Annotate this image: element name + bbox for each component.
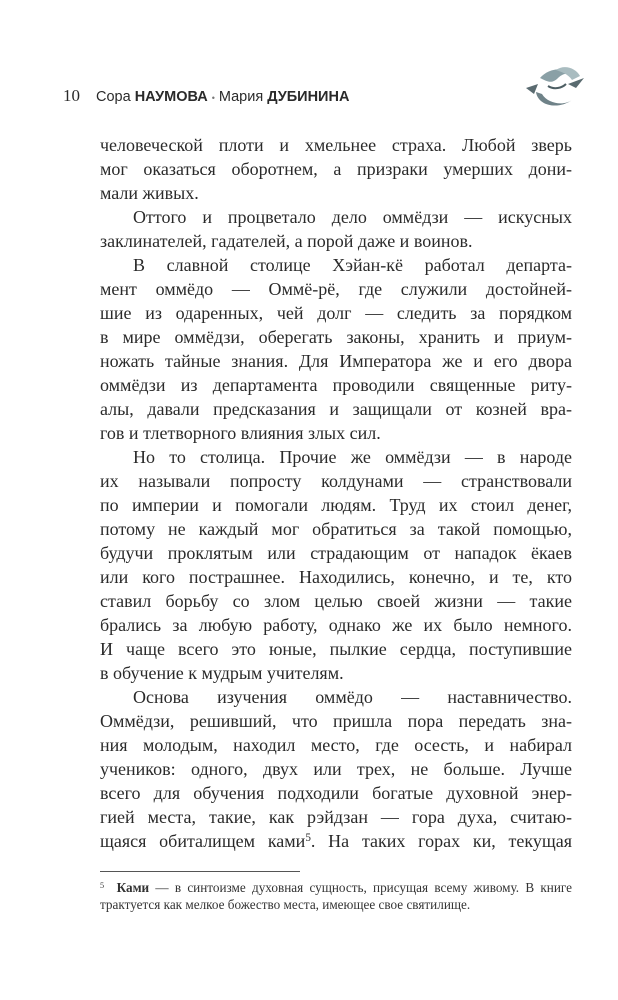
footnote-marker: 5	[100, 880, 105, 890]
author-1-first: Сора	[96, 89, 131, 105]
text-line: учеников: одного, двух или трех, не больше. Лучше	[100, 759, 572, 779]
text-line: гов и тлетворного влияния злых сил.	[100, 423, 381, 443]
dragon-emblem-icon	[518, 64, 588, 112]
text-line: В славной столице Хэйан-кё работал департа-	[133, 255, 572, 275]
text-line: мог оказаться оборотнем, а призраки умерших дони-	[100, 159, 572, 179]
text-line: шие из одаренных, чей долг — следить за порядком	[100, 303, 572, 323]
footnote-line: трактуется как мелкое божество места, имеющее свое святилище.	[100, 897, 471, 912]
text-line: Оттого и процветало дело оммёдзи — искусных	[133, 207, 572, 227]
text-line: заклинателей, гадателей, а порой даже и воинов.	[100, 231, 473, 251]
author-separator: •	[211, 93, 215, 103]
author-2	[219, 89, 350, 105]
text-line: будучи проклятым или страдающим от нападок ёкаев	[100, 543, 572, 563]
text-line: И чаще всего это юные, пылкие сердца, поступившие	[100, 639, 572, 659]
text-line: ния молодым, находил место, где осесть, и набирал	[100, 735, 572, 755]
text-line: мали живых.	[100, 183, 199, 203]
page-number: 10	[63, 86, 80, 105]
text-line: их называли попросту колдунами — странствовали	[100, 471, 572, 491]
footnote-line	[100, 879, 572, 896]
text-line: или кого пострашнее. Находились, конечно, и те, кто	[100, 567, 572, 587]
footnote-text: — в синтоизме духовная сущность, присущая всему живому. В книге	[149, 880, 572, 895]
running-header	[63, 84, 572, 108]
text-segment: щаяся обиталищем ками	[100, 831, 306, 851]
text-line: в обучение к мудрым учителям.	[100, 663, 344, 683]
author-2-last: ДУБИНИНА	[267, 89, 350, 105]
text-line: ножать тайные знания. Для Императора же и его двора	[100, 351, 572, 371]
text-line: человеческой плоти и хмельнее страха. Любой зверь	[100, 135, 572, 155]
text-line: алы, давали предсказания и защищали от козней вра-	[100, 399, 572, 419]
text-line: гией места, такие, как рэйдзан — гора духа, считаю-	[100, 807, 572, 827]
author-2-first: Мария	[218, 89, 264, 105]
body-text	[100, 133, 572, 853]
text-line: брались за любую работу, однако же их было немного.	[100, 615, 572, 635]
text-line: Но то столица. Прочие же оммёдзи — в народе	[133, 447, 572, 467]
text-line: мент оммёдо — Оммё-рё, где служили достойней-	[100, 279, 572, 299]
text-line: Оммёдзи, решивший, что пришла пора передать зна-	[100, 711, 572, 731]
text-line: ставил борьбу со злом целью своей жизни — такие	[100, 591, 572, 611]
footnote	[100, 879, 572, 913]
author-1	[96, 89, 208, 105]
text-line: всего для обучения подходили богатые духовной энер-	[100, 783, 572, 803]
footnote-term: Ками	[116, 880, 150, 895]
text-line: Основа изучения оммёдо — наставничество.	[133, 687, 572, 707]
footnote-divider	[100, 871, 300, 872]
text-line: по империи и помогали людям. Труд их стоил денег,	[100, 495, 572, 515]
text-line: оммёдзи из департамента проводили священные риту-	[100, 375, 572, 395]
footnote-reference[interactable]: 5	[305, 832, 311, 845]
text-line: в мире оммёдзи, оберегать законы, хранить и приум-	[100, 327, 572, 347]
text-line	[100, 829, 572, 853]
text-line: потому не каждый мог обратиться за такой помощью,	[100, 519, 572, 539]
author-1-last: НАУМОВА	[134, 89, 208, 105]
text-segment: . На таких горах ки, текущая	[310, 831, 573, 851]
